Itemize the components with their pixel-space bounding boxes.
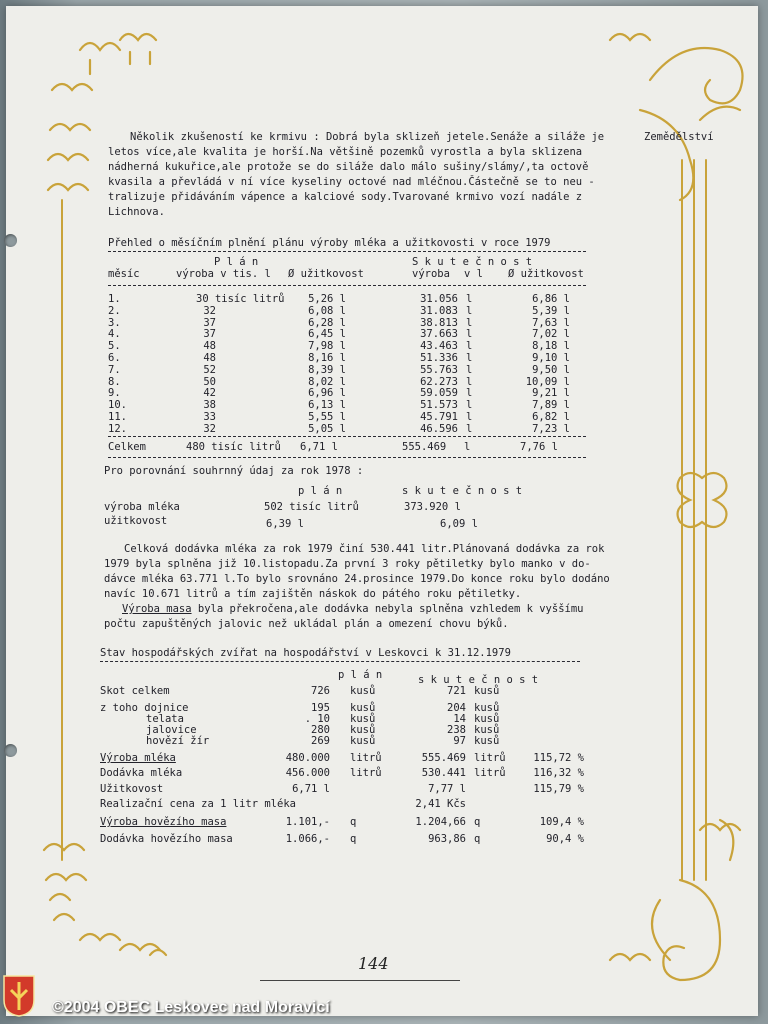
delivery-line: Celková dodávka mléka za rok 1979 činí 530.441 litr.Plánovaná dodávka za rok: [124, 543, 605, 555]
livestock-row-actual: 97: [453, 735, 466, 747]
meat-label: Výroba masa: [122, 603, 192, 615]
livestock-row-plan: 6,71 l: [292, 783, 330, 795]
delivery-line: 1979 byla splněna již 10.listopadu.Za první 3 roky pětiletky bylo manko v do-: [104, 558, 591, 570]
meat-line: počtu zapuštěných jalovic než ukládal plán a omezení chovu býků.: [104, 618, 509, 630]
row-unit: l: [466, 411, 473, 423]
row-yield: 8,02 l: [308, 375, 346, 388]
livestock-row-plan: 456.000: [285, 767, 330, 779]
row-actual-yield: 7,89 l: [532, 399, 570, 412]
row-unit: l: [466, 352, 473, 364]
row-yield: 8,39 l: [308, 363, 346, 376]
margin-note: Zemědělství: [644, 131, 714, 143]
livestock-row-label: Dodávka mléka: [100, 767, 183, 779]
livestock-row-plan: 280: [311, 724, 330, 736]
livestock-row-actual: 1.204,66: [415, 816, 466, 828]
livestock-row-percent: 90,4 %: [546, 833, 584, 845]
livestock-row-label: z toho dojnice: [100, 702, 189, 714]
row-plan: 37: [203, 316, 216, 329]
intro-line: Několik zkušeností ke krmivu : Dobrá byla sklizeň jetele.Senáže a siláže je: [130, 131, 605, 143]
row-actual-yield: 7,23 l: [532, 422, 570, 435]
row-yield: 6,28 l: [308, 316, 346, 329]
row-yield: 7,98 l: [308, 340, 346, 353]
col-plan-yield: Ø užitkovost: [288, 268, 364, 280]
intro-line: letos více,ale kvalita je horší.Na většině pozemků vyrostla a byla sklizena: [108, 146, 583, 158]
livestock-row-actual-unit: q: [474, 833, 481, 845]
divider: [108, 251, 586, 252]
row-plan: 50: [203, 375, 216, 388]
row-actual: 59.059: [420, 387, 458, 400]
livestock-row-actual-unit: litrů: [474, 752, 506, 764]
row-month: 3.: [108, 316, 121, 329]
livestock-row-actual: 721: [447, 685, 466, 697]
livestock-row-plan: 480.000: [285, 752, 330, 764]
row-actual-yield: 7,02 l: [532, 328, 570, 341]
row-month: 4.: [108, 328, 121, 341]
intro-line: Lichnova.: [108, 206, 165, 218]
row-actual: 45.791: [420, 411, 458, 423]
livestock-row-unit: kusů: [350, 713, 376, 725]
livestock-row-actual: 963,86: [428, 833, 466, 845]
page-number-underline: [260, 980, 460, 981]
page-number: 144: [358, 954, 389, 973]
intro-line: tralizuje přidáváním vápence a kalciové sody.Tvarované krmivo vozí nadále z: [108, 191, 583, 203]
row-plan: 33: [203, 411, 216, 423]
total-plan: 480 tisíc litrů: [186, 441, 281, 453]
row-plan: 52: [203, 363, 216, 376]
meat-paragraph: [122, 602, 583, 617]
row-actual: 62.273: [420, 375, 458, 388]
row-actual: 37.663: [420, 328, 458, 341]
livestock-row-plan: 269: [311, 735, 330, 747]
livestock-row-actual-unit: kusů: [474, 735, 500, 747]
livestock-row-actual-unit: litrů: [474, 767, 506, 779]
col-month: měsíc: [108, 268, 140, 280]
intro-line: nádherná kukuřice,ale protože se do siláže dalo málo sušiny/slámy/,ta octově: [108, 161, 589, 173]
delivery-line: dávce mléka 63.771 l.To bylo srovnáno 24.prosince 1979.Do konce roku bylo dodáno: [104, 573, 610, 585]
divider: [100, 661, 580, 662]
divider: [108, 436, 586, 437]
livestock-row-label: hovězí žír: [146, 735, 210, 747]
livestock-row-label: Výroba mléka: [100, 752, 176, 764]
coat-of-arms-logo: [2, 974, 36, 1018]
row-month: 1.: [108, 293, 121, 305]
livestock-row-percent: 116,32 %: [533, 767, 584, 779]
row-unit: l: [466, 316, 473, 329]
livestock-row-unit: kusů: [350, 702, 376, 714]
row-unit: l: [466, 293, 473, 305]
livestock-row-unit: litrů: [350, 752, 382, 764]
livestock-row-plan: 195: [311, 702, 330, 714]
comparison-actual-header: s k u t e č n o s t: [402, 485, 523, 497]
comparison-row-label: užitkovost: [104, 515, 168, 527]
plan-header: P l á n: [214, 256, 259, 268]
row-unit: l: [466, 328, 473, 341]
comparison-row-plan: 6,39 l: [266, 518, 304, 530]
row-plan: 37: [203, 328, 216, 341]
row-plan: 30 tisíc litrů: [196, 293, 285, 305]
col-actual-unit: v l: [464, 268, 483, 280]
row-actual: 31.083: [420, 304, 458, 317]
livestock-row-unit: kusů: [350, 724, 376, 736]
row-unit: l: [466, 363, 473, 376]
livestock-row-percent: 115,72 %: [533, 752, 584, 764]
meat-line: byla překročena,ale dodávka nebyla splněna vzhledem k vyššímu: [191, 603, 584, 615]
row-actual: 51.573: [420, 399, 458, 412]
row-actual-yield: 9,10 l: [532, 352, 570, 364]
comparison-row-label: výroba mléka: [104, 501, 180, 513]
livestock-row-actual-unit: kusů: [474, 702, 500, 714]
comparison-row-plan: 502 tisíc litrů: [264, 501, 359, 513]
livestock-row-percent: 115,79 %: [533, 783, 584, 795]
row-plan: 38: [203, 399, 216, 412]
total-ayield: 7,76 l: [520, 441, 558, 453]
row-actual: 55.763: [420, 363, 458, 376]
livestock-actual-header: s k u t e č n o s t: [418, 674, 539, 686]
col-plan-production: výroba v tis. l: [176, 268, 271, 280]
total-unit: l: [464, 441, 471, 453]
livestock-row-unit: q: [350, 816, 357, 828]
row-month: 7.: [108, 363, 121, 376]
livestock-row-plan: 726: [311, 685, 330, 697]
row-month: 6.: [108, 352, 121, 364]
livestock-row-label: telata: [146, 713, 184, 725]
livestock-row-unit: q: [350, 833, 357, 845]
row-unit: l: [466, 387, 473, 400]
copyright-watermark: ©2004 OBEC Leskovec nad Moravicí: [52, 999, 330, 1016]
row-actual-yield: 10,09 l: [525, 375, 570, 388]
livestock-row-unit: kusů: [350, 735, 376, 747]
row-unit: l: [466, 375, 473, 388]
comparison-title: Pro porovnání souhrnný údaj za rok 1978 :: [104, 465, 364, 477]
divider: [108, 285, 586, 286]
row-month: 8.: [108, 375, 121, 388]
col-actual-production: výroba: [412, 268, 450, 280]
livestock-row-plan: . 10: [304, 713, 330, 725]
livestock-row-label: Realizační cena za 1 litr mléka: [100, 798, 296, 810]
total-yield: 6,71 l: [300, 441, 338, 453]
livestock-row-plan: 1.066,-: [285, 833, 330, 845]
total-actual: 555.469: [402, 441, 447, 453]
row-yield: 5,55 l: [308, 411, 346, 423]
comparison-row-actual: 373.920 l: [404, 501, 461, 513]
livestock-title: Stav hospodářských zvířat na hospodářství v Leskovci k 31.12.1979: [100, 647, 511, 659]
row-unit: l: [466, 304, 473, 317]
row-unit: l: [466, 340, 473, 353]
livestock-row-actual: 14: [453, 713, 466, 725]
row-plan: 48: [203, 352, 216, 364]
row-plan: 42: [203, 387, 216, 400]
row-yield: 5,05 l: [308, 422, 346, 435]
comparison-plan-header: p l á n: [298, 485, 343, 497]
row-unit: l: [466, 422, 473, 435]
livestock-row-actual: 2,41 Kčs: [415, 798, 466, 810]
livestock-row-unit: kusů: [350, 685, 376, 697]
comparison-row-actual: 6,09 l: [440, 518, 478, 530]
livestock-row-label: Skot celkem: [100, 685, 170, 697]
row-yield: 6,96 l: [308, 387, 346, 400]
livestock-row-actual-unit: kusů: [474, 724, 500, 736]
delivery-line: navíc 10.671 litrů a tím zajištěn náskok do pátého roku pětiletky.: [104, 588, 522, 600]
livestock-row-label: Dodávka hovězího masa: [100, 833, 233, 845]
row-actual: 46.596: [420, 422, 458, 435]
row-yield: 8,16 l: [308, 352, 346, 364]
livestock-plan-header: p l á n: [338, 669, 383, 681]
livestock-row-unit: litrů: [350, 767, 382, 779]
row-unit: l: [466, 399, 473, 412]
row-actual-yield: 8,18 l: [532, 340, 570, 353]
row-month: 2.: [108, 304, 121, 317]
row-plan: 32: [203, 422, 216, 435]
actual-header: S k u t e č n o s t: [412, 256, 533, 268]
livestock-row-label: jalovice: [146, 724, 197, 736]
row-actual: 31.056: [420, 293, 458, 305]
livestock-row-plan: 1.101,-: [285, 816, 330, 828]
livestock-row-percent: 109,4 %: [539, 816, 584, 828]
livestock-row-actual: 204: [447, 702, 466, 714]
row-plan: 32: [203, 304, 216, 317]
row-yield: 6,08 l: [308, 304, 346, 317]
livestock-row-label: Výroba hovězího masa: [100, 816, 227, 828]
row-actual-yield: 9,21 l: [532, 387, 570, 400]
livestock-row-actual-unit: kusů: [474, 685, 500, 697]
divider: [108, 457, 586, 458]
livestock-row-actual: 530.441: [421, 767, 466, 779]
total-label: Celkem: [108, 441, 146, 453]
row-actual-yield: 6,82 l: [532, 411, 570, 423]
row-actual: 51.336: [420, 352, 458, 364]
row-actual-yield: 5,39 l: [532, 304, 570, 317]
livestock-row-actual-unit: q: [474, 816, 481, 828]
row-actual: 38.813: [420, 316, 458, 329]
col-actual-yield: Ø užitkovost: [508, 268, 584, 280]
row-month: 12.: [108, 422, 127, 435]
livestock-row-actual: 7,77 l: [428, 783, 466, 795]
row-month: 11.: [108, 411, 127, 423]
row-yield: 5,26 l: [308, 293, 346, 305]
livestock-row-actual: 555.469: [421, 752, 466, 764]
row-plan: 48: [203, 340, 216, 353]
milk-table-title: Přehled o měsíčním plnění plánu výroby mléka a užitkovosti v roce 1979: [108, 237, 551, 249]
intro-line: kvasila a převládá v ní více kyseliny octové nad mléčnou.Částečně se to neu -: [108, 176, 595, 188]
livestock-row-actual: 238: [447, 724, 466, 736]
livestock-row-actual-unit: kusů: [474, 713, 500, 725]
row-yield: 6,13 l: [308, 399, 346, 412]
livestock-row-label: Užitkovost: [100, 783, 164, 795]
row-month: 9.: [108, 387, 121, 400]
row-yield: 6,45 l: [308, 328, 346, 341]
row-actual: 43.463: [420, 340, 458, 353]
row-month: 5.: [108, 340, 121, 353]
row-actual-yield: 9,50 l: [532, 363, 570, 376]
row-actual-yield: 7,63 l: [532, 316, 570, 329]
row-month: 10.: [108, 399, 127, 412]
row-actual-yield: 6,86 l: [532, 293, 570, 305]
